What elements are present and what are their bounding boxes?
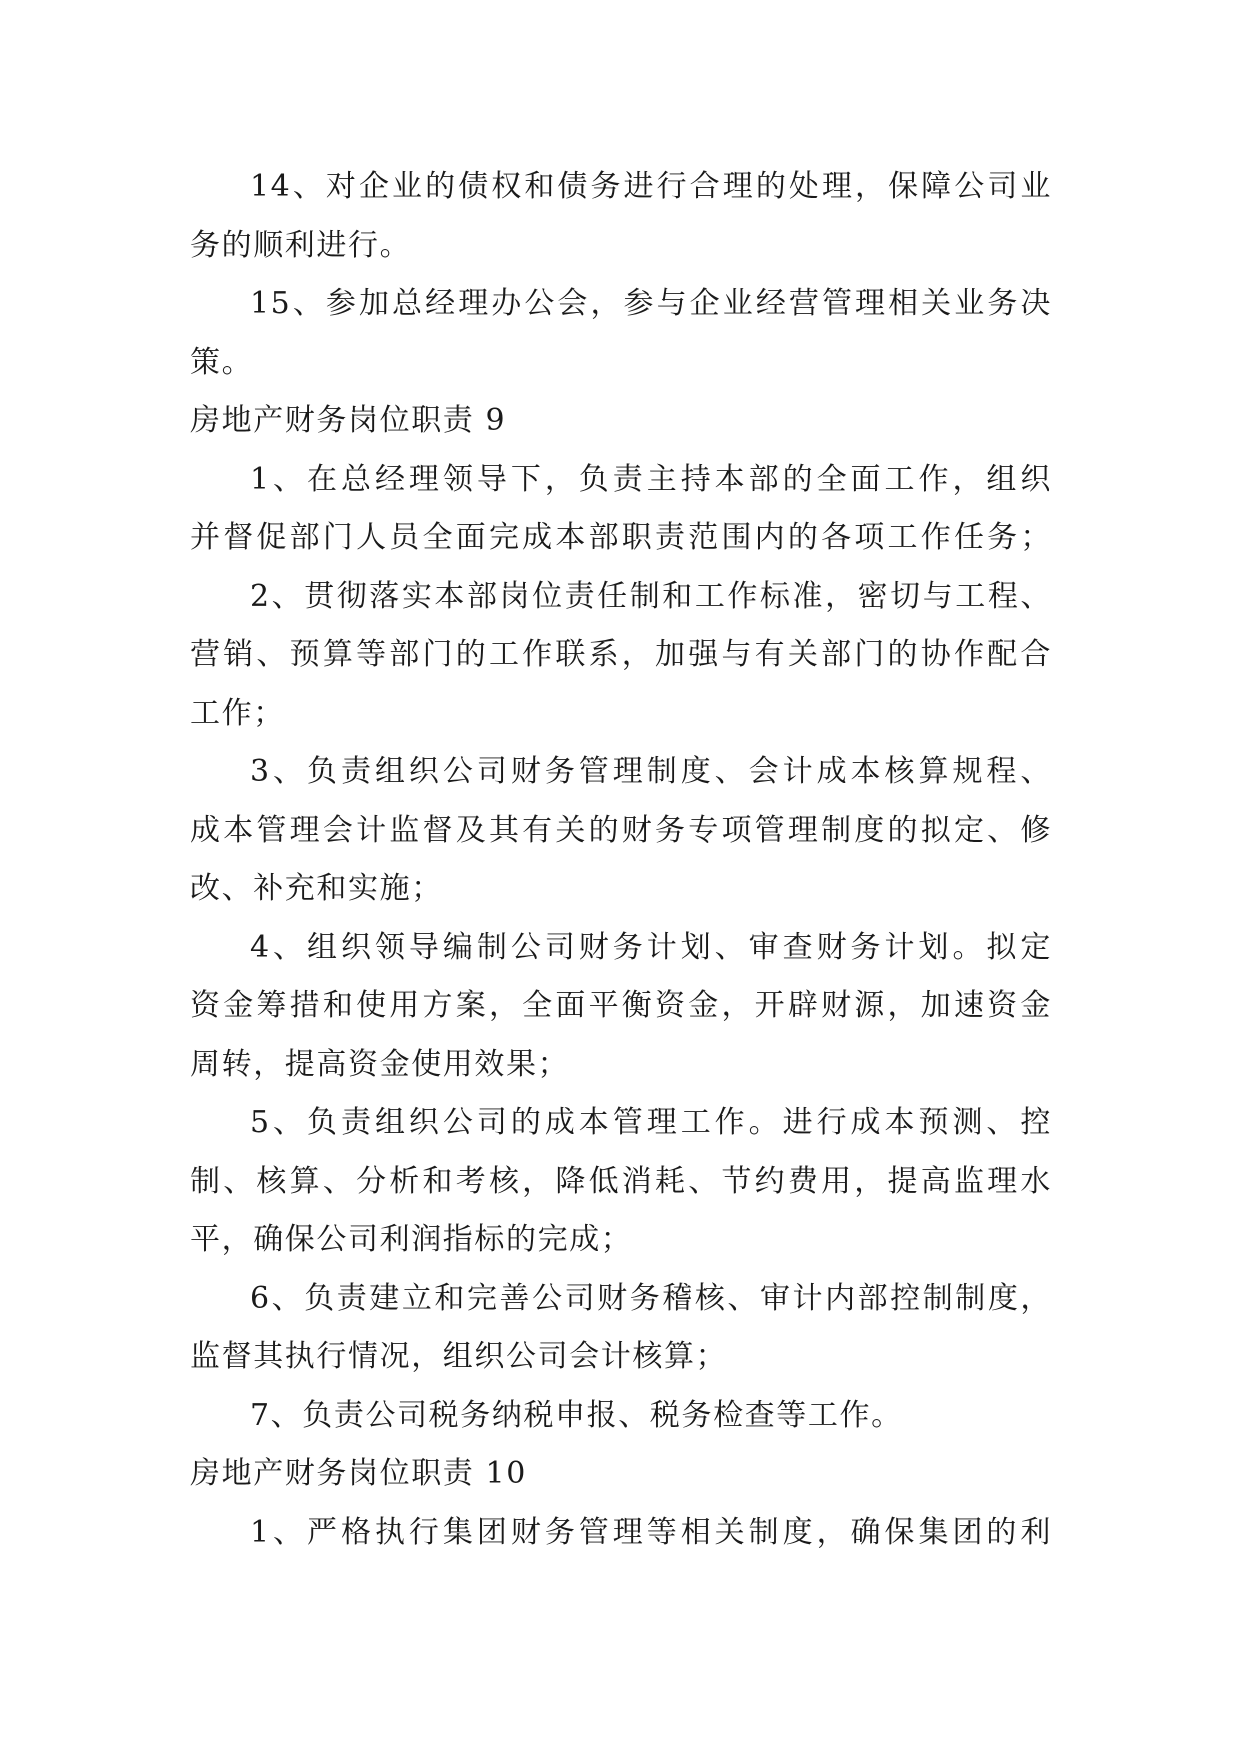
- text-line: 1、严格执行集团财务管理等相关制度，确保集团的利: [250, 1514, 1052, 1550]
- text-line: 并督促部门人员全面完成本部职责范围内的各项工作任务；: [190, 520, 1052, 555]
- text-line: 工作；: [190, 695, 285, 731]
- text-line: 2、贯彻落实本部岗位责任制和工作标准，密切与工程、: [250, 578, 1052, 614]
- text-line: 监督其执行情况，组织公司会计核算；: [190, 1339, 728, 1374]
- section-heading: 房地产财务岗位职责 9: [190, 403, 507, 438]
- text-line: 15、参加总经理办公会，参与企业经营管理相关业务决: [250, 286, 1052, 321]
- document-page: [190, 158, 1052, 1562]
- text-line: 营销、预算等部门的工作联系，加强与有关部门的协作配合: [190, 637, 1052, 672]
- text-line: 1、在总经理领导下，负责主持本部的全面工作，组织: [250, 461, 1052, 497]
- text-line: 7、负责公司税务纳税申报、税务检查等工作。: [250, 1397, 903, 1433]
- text-line: 策。: [190, 344, 254, 380]
- text-line: 6、负责建立和完善公司财务稽核、审计内部控制制度，: [250, 1280, 1052, 1316]
- text-line: 4、组织领导编制公司财务计划、审查财务计划。拟定: [250, 929, 1052, 965]
- text-line: 周转，提高资金使用效果；: [190, 1046, 570, 1082]
- section-heading: 房地产财务岗位职责 10: [190, 1456, 527, 1491]
- text-line: 14、对企业的债权和债务进行合理的处理，保障公司业: [250, 169, 1052, 204]
- text-line: 制、核算、分析和考核，降低消耗、节约费用，提高监理水: [190, 1163, 1052, 1199]
- text-line: 成本管理会计监督及其有关的财务专项管理制度的拟定、修: [190, 812, 1052, 848]
- text-line: 改、补充和实施；: [190, 871, 443, 906]
- text-line: 资金筹措和使用方案，全面平衡资金，开辟财源，加速资金: [190, 988, 1052, 1023]
- text-line: 3、负责组织公司财务管理制度、会计成本核算规程、: [250, 754, 1052, 789]
- text-line: 务的顺利进行。: [190, 227, 412, 263]
- text-line: 平，确保公司利润指标的完成；: [190, 1222, 633, 1257]
- text-line: 5、负责组织公司的成本管理工作。进行成本预测、控: [250, 1105, 1052, 1140]
